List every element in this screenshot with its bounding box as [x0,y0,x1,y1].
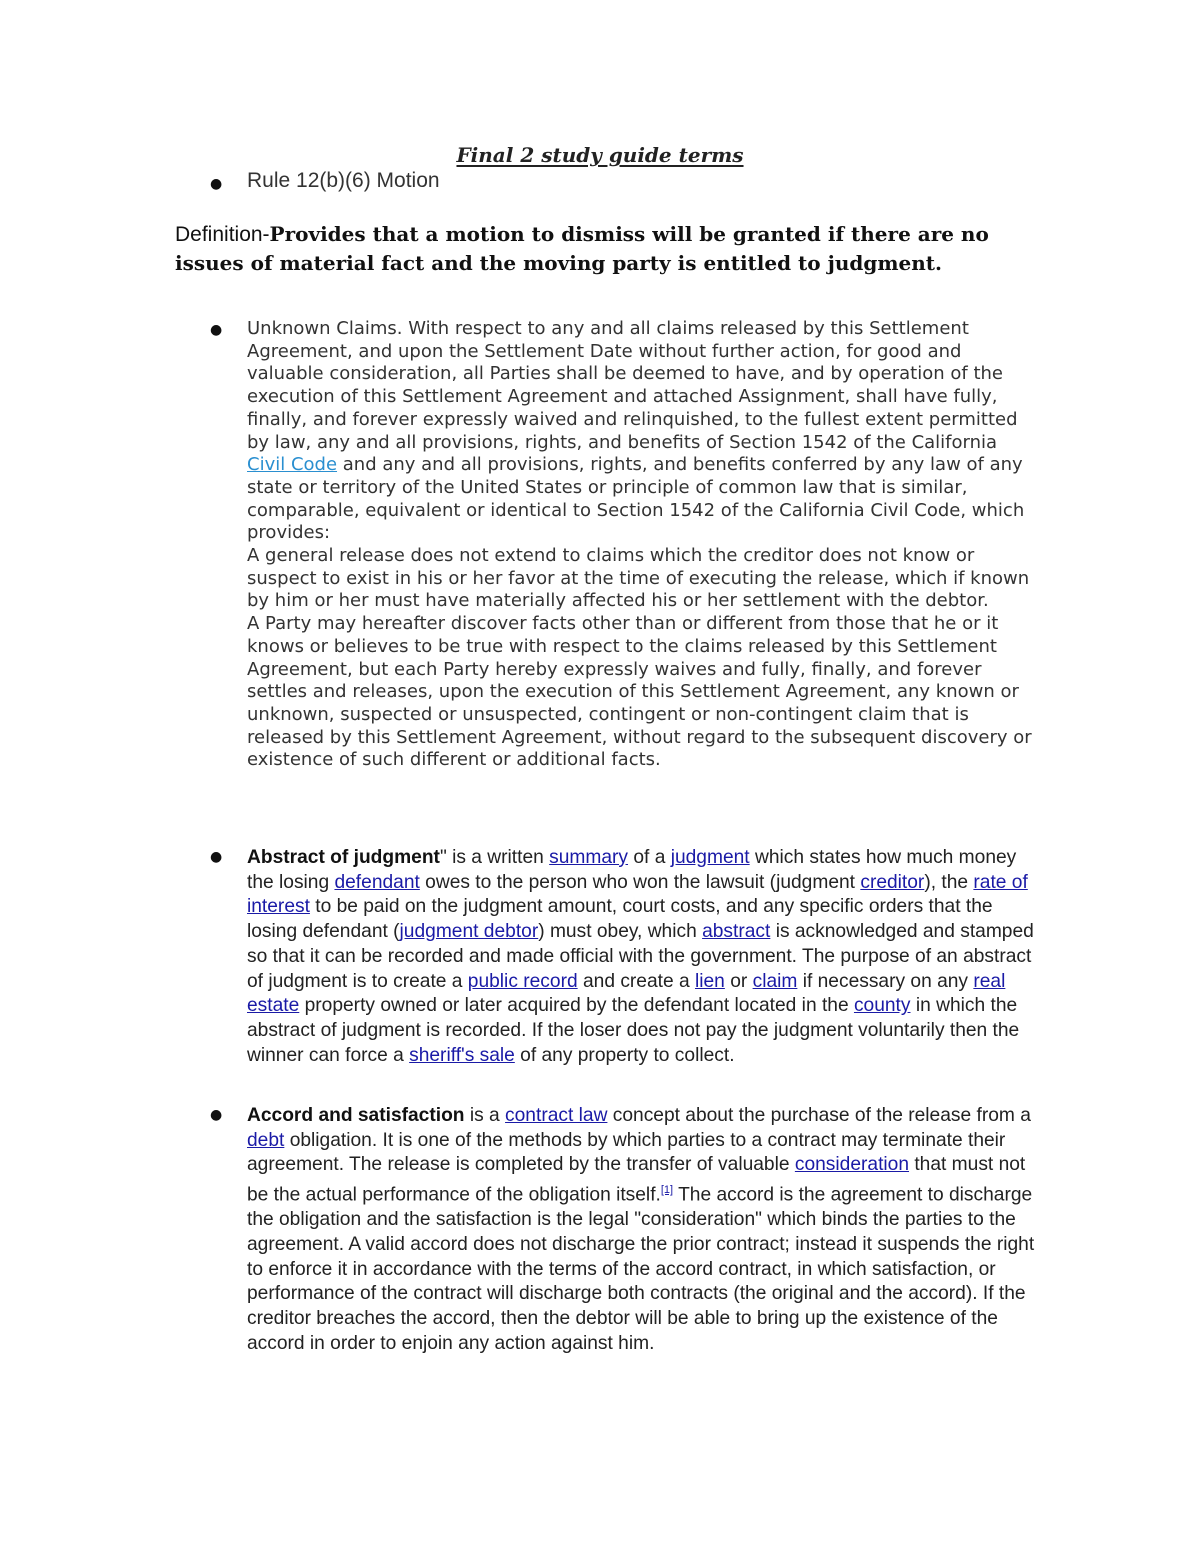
real-estate-link[interactable]: real estate [247,970,1006,1017]
abstract-text: to be paid on the judgment amount, court costs, and any specific orders that the losing defendant ( [247,896,993,943]
abstract-term: Abstract of judgment [247,847,440,868]
definition-label: Definition- [175,223,270,246]
abstract-of-judgment-item [247,846,1037,1068]
accord-text: obligation. It is one of the methods by which parties to a contract may terminate their agreement. The release is completed by the transfer of valuable [247,1129,1006,1176]
abstract-text: owes to the person who won the lawsuit (judgment [419,871,861,893]
section-1542-quote: A general release does not extend to claims which the creditor does not know or suspect to exist in his or her favor at the time of executing the release, which if known by him or her must have materially affected his or her settlement with the debtor. [247,545,1030,612]
definition-paragraph [175,220,1035,277]
abstract-text: of any property to collect. [514,1044,735,1066]
debt-link[interactable]: debt [247,1129,285,1151]
accord-text: The accord is the agreement to discharge the obligation and the satisfaction is the legal "consideration" which binds the parties to the agreement. A valid accord does not discharge the prior contract; instead it suspends the right to enforce it in accordance with the terms of the accord contract, in which satisfaction, or performance of the contract will discharge both contracts (the original and the accord). If the creditor breaches the accord, then the debtor will be able to bring up the existence of the accord in order to enjoin any action against him. [247,1184,1035,1354]
defendant-link[interactable]: defendant [334,871,420,893]
lien-link[interactable]: lien [694,970,725,992]
abstract-text: of a [628,847,671,868]
abstract-text: ), the [924,871,974,893]
accord-text: concept about the purchase of the release from a [607,1105,1031,1126]
unknown-claims-paragraph [247,318,1037,545]
abstract-link[interactable]: abstract [702,921,771,943]
accord-and-satisfaction-item [247,1104,1037,1356]
bullet-unknown-claims: ● [210,322,223,338]
abstract-text: and create a [577,970,695,992]
claim-link[interactable]: claim [752,970,798,992]
unknown-claims-item [247,318,1037,772]
bullet-abstract: ● [210,849,223,865]
accord-text: is a [464,1105,506,1126]
consideration-link[interactable]: consideration [794,1154,910,1176]
abstract-text: " is a written [439,847,550,868]
definition-text: Provides that a motion to dismiss will be granted if there are no issues of material fact and the moving party is entitled to judgment. [175,222,989,275]
judgment-debtor-link[interactable]: judgment debtor [399,921,539,943]
sheriffs-sale-link[interactable]: sheriff's sale [409,1044,515,1066]
rate-of-interest-link[interactable]: rate of interest [247,871,1028,918]
document-title: Final 2 study guide terms [456,143,744,167]
footnote-reference-link[interactable]: [1] [660,1184,674,1197]
accord-term: Accord and satisfaction [247,1105,465,1126]
creditor-link[interactable]: creditor [860,871,925,893]
unknown-claims-text-2: and any and all provisions, rights, and benefits conferred by any law of any state or territory of the United States or principle of common law that is similar, comparable, equivalent or identical to Section 1542 of the California Civil Code, which provides: [247,454,1025,544]
accord-text: that must not be the actual performance of the obligation itself. [247,1154,1026,1206]
bullet-rule: ● [210,176,223,192]
rule-item-heading: Rule 12(b)(6) Motion [247,169,440,192]
county-link[interactable]: county [853,995,911,1017]
judgment-link[interactable]: judgment [670,847,750,868]
summary-link[interactable]: summary [549,847,629,868]
civil-code-link[interactable]: Civil Code [247,454,338,476]
contract-law-link[interactable]: contract law [505,1105,608,1126]
public-record-link[interactable]: public record [467,970,578,992]
unknown-claims-text-1: Unknown Claims. With respect to any and all claims released by this Settlement Agreement, and upon the Settlement Date without further action, for good and valuable consideration, all Parties shall be deemed to have, and by operation of the execution of this Settlement Agreement and attached Assignment, shall have fully, finally, and forever expressly waived and relinquished, to the fullest extent permitted by law, any and all provisions, rights, and benefits of Section 1542 of the California [247,318,1018,453]
waiver-paragraph: A Party may hereafter discover facts other than or different from those that he or it knows or believes to be true with respect to the claims released by this Settlement Agreement, but each Party hereby expressly waives and fully, finally, and forever settles and releases, upon the execution of this Settlement Agreement, any known or unknown, suspected or unsuspected, contingent or non-contingent claim that is released by this Settlement Agreement, without regard to the subsequent discovery or existence of such different or additional facts. [247,613,1032,771]
abstract-text: property owned or later acquired by the defendant located in the [299,995,854,1017]
abstract-text: is acknowledged and stamped so that it can be recorded and made official with the government. The purpose of an abstract of judgment is to create a [247,921,1034,992]
abstract-text: which states how much money the losing [247,847,1017,893]
abstract-text: ) must obey, which [538,921,703,943]
abstract-text: if necessary on any [797,970,974,992]
bullet-accord: ● [210,1107,223,1123]
abstract-text: or [724,970,753,992]
abstract-text: in which the abstract of judgment is recorded. If the loser does not pay the judgment voluntarily then the winner can force a [247,995,1020,1066]
